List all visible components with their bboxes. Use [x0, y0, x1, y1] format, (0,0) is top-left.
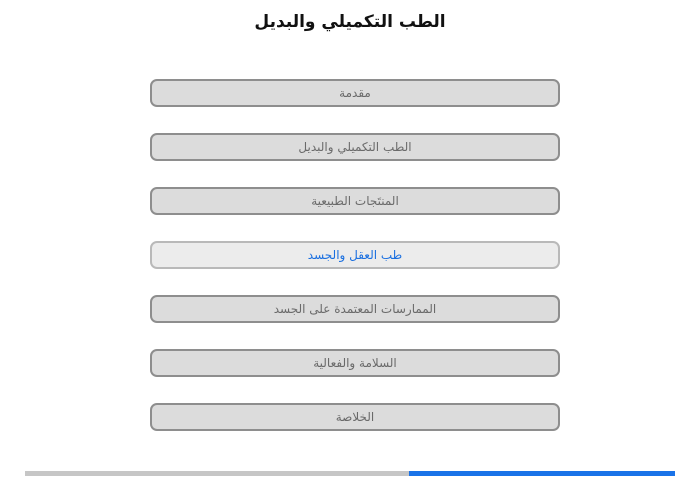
menu-item-natural-products[interactable]: المنتَجات الطبيعية: [150, 187, 560, 215]
menu-item-mind-body-medicine[interactable]: طب العقل والجسد: [150, 241, 560, 269]
menu-item-introduction[interactable]: مقدمة: [150, 79, 560, 107]
menu-item-summary[interactable]: الخلاصة: [150, 403, 560, 431]
progress-bar-fill: [409, 471, 676, 476]
progress-bar: [25, 471, 675, 476]
page-title: الطب التكميلي والبديل: [254, 12, 446, 32]
menu-item-body-based-practices[interactable]: الممارسات المعتمدة على الجسد: [150, 295, 560, 323]
chapter-menu: [150, 79, 560, 457]
menu-item-safety-effectiveness[interactable]: السلامة والفعالية: [150, 349, 560, 377]
menu-item-complementary-alternative-medicine[interactable]: الطب التكميلي والبديل: [150, 133, 560, 161]
